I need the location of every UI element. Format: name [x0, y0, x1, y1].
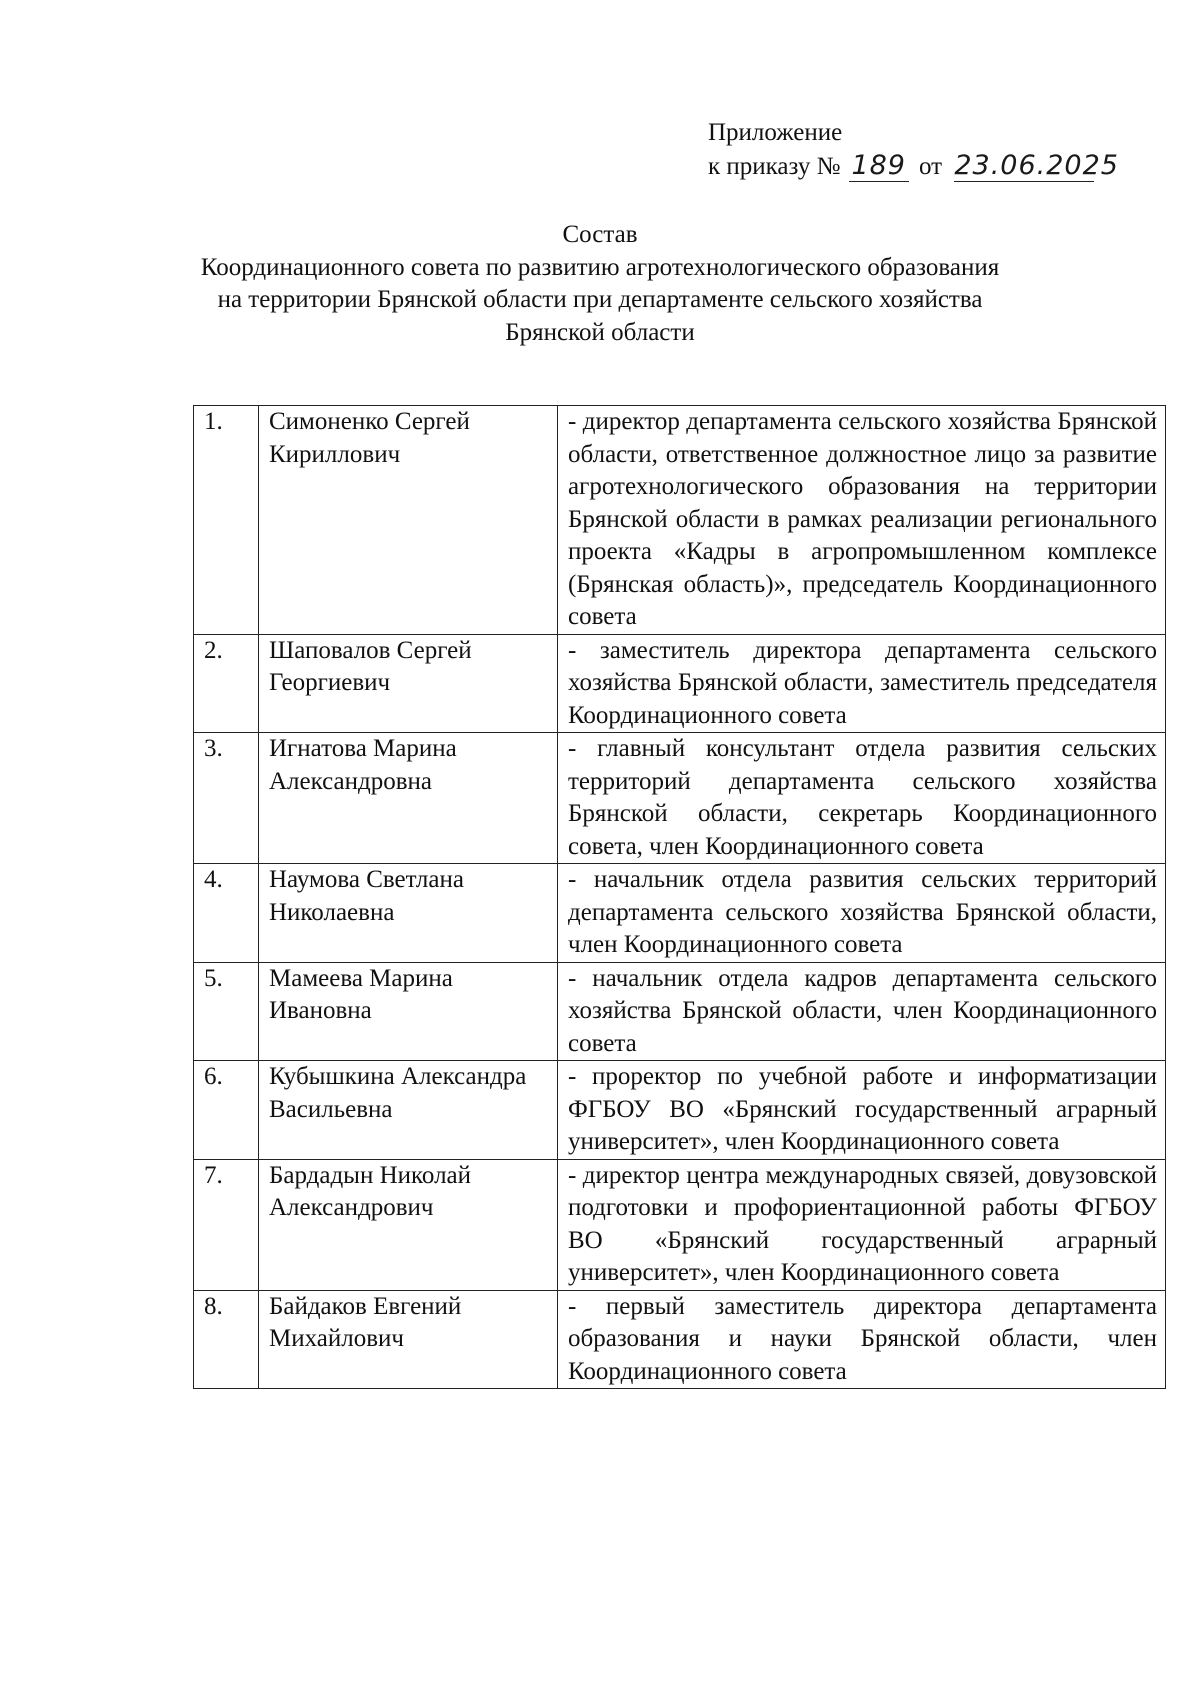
- member-name: Бардадын Николай Александрович: [259, 1159, 558, 1290]
- member-name: Наумова Светлана Николаевна: [259, 864, 558, 963]
- member-role: - начальник отдела кадров департамента сельского хозяйства Брянской области, член Координационного совета: [558, 962, 1166, 1061]
- heading-line-2: Координационного совета по развитию агротехнологического образования: [200, 253, 1000, 281]
- member-number: 2.: [194, 634, 259, 733]
- members-table: [193, 405, 1166, 1389]
- member-name: Байдаков Евгений Михайлович: [259, 1290, 558, 1389]
- member-name: Мамеева Марина Ивановна: [259, 962, 558, 1061]
- order-date-handwritten: 23.06.2025: [954, 150, 1119, 181]
- heading-line-3: на территории Брянской области при департаменте сельского хозяйства: [217, 286, 983, 313]
- member-name: Шаповалов Сергей Георгиевич: [259, 634, 558, 733]
- member-number: 4.: [194, 864, 259, 963]
- table-row: [194, 1061, 1166, 1160]
- member-number: 3.: [194, 733, 259, 864]
- table-row: [194, 864, 1166, 963]
- order-reference: [708, 150, 1119, 184]
- member-role: - заместитель директора департамента сельского хозяйства Брянской области, заместитель председателя Координационного совета: [558, 634, 1166, 733]
- member-role: - первый заместитель директора департамента образования и науки Брянской области, член Координационного совета: [558, 1290, 1166, 1389]
- member-role: - начальник отдела развития сельских территорий департамента сельского хозяйства Брянской области, член Координационного совета: [558, 864, 1166, 963]
- table-row: [194, 634, 1166, 733]
- order-prefix: к приказу №: [708, 153, 841, 180]
- table-row: [194, 733, 1166, 864]
- appendix-title: Приложение: [708, 119, 843, 146]
- member-name: Симоненко Сергей Кириллович: [259, 406, 558, 635]
- member-role: - директор центра международных связей, довузовской подготовки и профориентационной работы ФГБОУ ВО «Брянский государственный аграрный университет», член Координационного совета: [558, 1159, 1166, 1290]
- member-name: Игнатова Марина Александровна: [259, 733, 558, 864]
- heading-line-1: Состав: [562, 221, 638, 248]
- member-role: - проректор по учебной работе и информатизации ФГБОУ ВО «Брянский государственный аграрный университет», член Координационного совета: [558, 1061, 1166, 1160]
- table-row: [194, 962, 1166, 1061]
- appendix-header: [708, 116, 1119, 184]
- order-number-handwritten: 189: [849, 151, 909, 182]
- member-number: 1.: [194, 406, 259, 635]
- table-row: [194, 406, 1166, 635]
- table-row: [194, 1290, 1166, 1389]
- member-role: - директор департамента сельского хозяйства Брянской области, ответственное должностное лицо за развитие агротехнологического образования на территории Брянской области в рамках реализации регионального проекта «Кадры в агропромышленном комплексе (Брянская область)», председатель Координационного совета: [558, 406, 1166, 635]
- member-role: - главный консультант отдела развития сельских территорий департамента сельского хозяйства Брянской области, секретарь Координационного совета, член Координационного совета: [558, 733, 1166, 864]
- member-number: 8.: [194, 1290, 259, 1389]
- member-number: 7.: [194, 1159, 259, 1290]
- table-row: [194, 1159, 1166, 1290]
- date-prefix: от: [918, 153, 943, 180]
- heading-line-4: Брянской области: [505, 318, 695, 346]
- member-number: 6.: [194, 1061, 259, 1160]
- member-name: Кубышкина Александра Васильевна: [259, 1061, 558, 1160]
- member-number: 5.: [194, 962, 259, 1061]
- document-heading: [160, 219, 1040, 349]
